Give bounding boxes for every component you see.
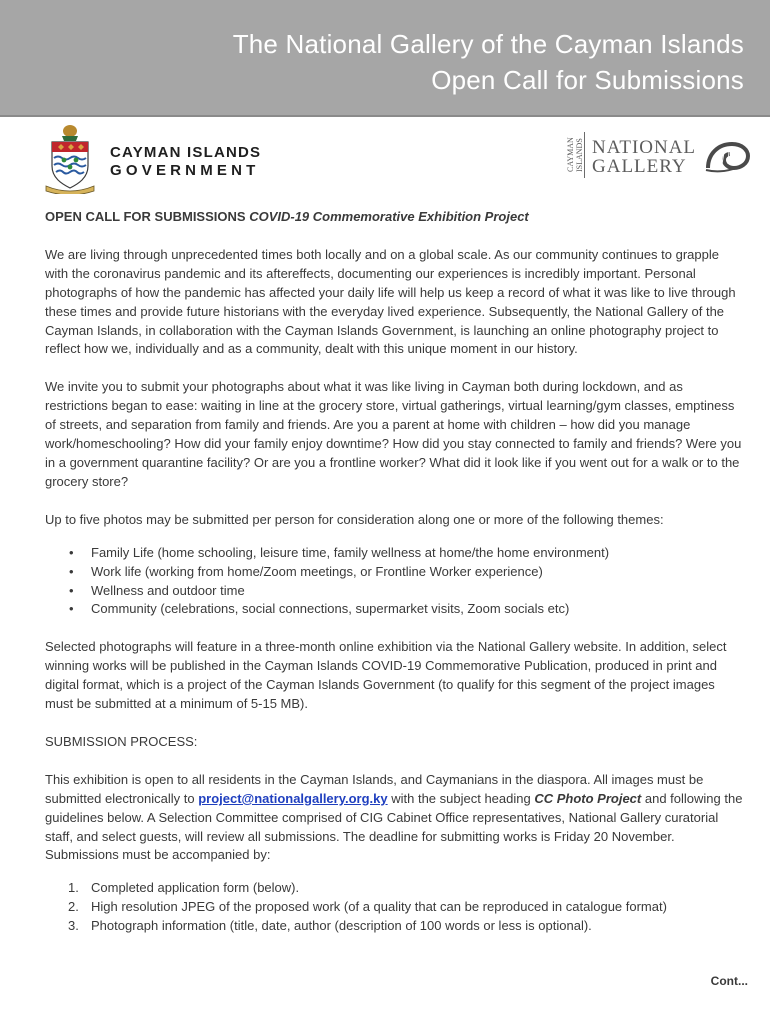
list-text: High resolution JPEG of the proposed work (of a quality that can be reproduced in catalogue format) [91, 899, 667, 915]
document-body [45, 208, 745, 936]
intro-paragraph: We are living through unprecedented times both locally and on a global scale. As our community continues to grapple with the coronavirus pandemic and its aftereffects, documenting our experiences is incredibly important. Personal photographs of how the pandemic has affected your daily life will help us keep a record of what it was like to live through these times and provide future historians with the everyday lived experience. Subsequently, the National Gallery of the Cayman Islands, in collaboration with the Cayman Islands Government, is launching an online photography project to reflect how we, individually and as a community, dealt with this unique moment in our history. [45, 246, 736, 357]
heading-label: OPEN CALL FOR SUBMISSIONS [45, 209, 246, 224]
shell-icon [702, 138, 752, 174]
government-name [110, 144, 261, 180]
upto-paragraph: Up to five photos may be submitted per person for consideration along one or more of the following themes: [45, 511, 664, 527]
coat-of-arms-icon [44, 122, 96, 194]
requirements-list [45, 879, 745, 936]
list-item: • Family Life (home schooling, leisure time, family wellness at home/the home environment) [91, 544, 745, 563]
exhibition-text-b: with the subject heading [387, 790, 535, 806]
exhibition-paragraph [45, 771, 745, 866]
exhibition-text-c: and following the guidelines below. A Selection Committee comprised of CIG Cabinet Office representatives, National Gallery curatorial staff, and select guests, will review all submissions. The deadline for submitting works is Friday 20 November. Submissions must be accompanied by: [45, 790, 743, 863]
list-item [68, 879, 745, 898]
header-banner [0, 0, 770, 117]
subject-heading: CC Photo Project [534, 790, 642, 806]
list-number: 2. [68, 899, 79, 915]
gallery-name [592, 138, 696, 176]
government-line1: CAYMAN ISLANDS [110, 144, 262, 161]
continued-label: Cont... [710, 974, 748, 988]
list-text: Completed application form (below). [91, 880, 300, 896]
themes-list [45, 544, 745, 620]
list-item: • Community (celebrations, social connections, supermarket visits, Zoom socials etc) [91, 600, 745, 619]
list-text: Photograph information (title, date, author (description of 100 words or less is optional). [91, 918, 592, 934]
heading-project: COVID-19 Commemorative Exhibition Project [249, 209, 529, 224]
list-item [68, 898, 745, 917]
list-number: 3. [68, 918, 79, 934]
list-number: 1. [68, 880, 79, 896]
gallery-line1: NATIONAL [592, 137, 697, 158]
list-item [68, 917, 745, 936]
selected-paragraph: Selected photographs will feature in a three-month online exhibition via the National Gallery website. In addition, select winning works will be published in the Cayman Islands COVID-19 Commemorative Publication, produced in print and digital format, which is a project of the Cayman Islands Government (to qualify for this segment of the project images must be submitted at a minimum of 5-15 MB). [45, 639, 727, 712]
list-item: • Wellness and outdoor time [91, 582, 745, 601]
header-subtitle: Open Call for Submissions [431, 65, 744, 95]
email-link[interactable]: project@nationalgallery.org.ky [198, 790, 388, 806]
list-item: • Work life (working from home/Zoom meetings, or Frontline Worker experience) [91, 563, 745, 582]
open-call-heading [45, 208, 745, 227]
header-title: The National Gallery of the Cayman Islands [232, 29, 744, 59]
government-logo [44, 122, 284, 197]
gallery-vertical-label: CAYMAN ISLANDS [566, 137, 584, 173]
invite-paragraph: We invite you to submit your photographs about what it was like living in Cayman both during lockdown, and as restrictions began to ease: waiting in line at the grocery store, virtual gatherings, virtual learning/gym classes, emptiness of streets, and separation from family and friends. Are you a parent at home with children – how did you manage work/homeschooling? How did your family enjoy downtime? How did you stay connected to family and friends? Were you in a government quarantine facility? Or are you a frontline worker? What did it look like if you went out for a walk or to the grocery store? [45, 379, 742, 489]
gallery-line2: GALLERY [592, 156, 687, 177]
submission-process-heading: SUBMISSION PROCESS: [45, 733, 198, 749]
government-line2: GOVERNMENT [110, 162, 260, 179]
exhibition-text-a: This exhibition is open to all residents in the Cayman Islands, and Caymanians in the diaspora. All images must be submitted electronically to [45, 771, 704, 806]
gallery-vertical-text [566, 132, 585, 178]
national-gallery-logo [566, 132, 756, 180]
